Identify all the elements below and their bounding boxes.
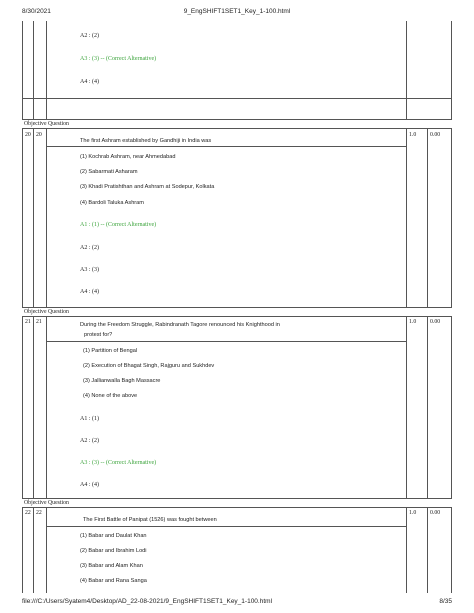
table-border xyxy=(451,21,452,119)
question-number: 21 xyxy=(36,319,42,325)
answer-option-correct: A3 : (3) -- (Correct Alternative) xyxy=(80,460,157,466)
serial-number: 20 xyxy=(25,132,31,138)
answer-option: A2 : (2) xyxy=(80,438,99,444)
table-border xyxy=(406,128,407,307)
question-type-label: Objective Question xyxy=(24,309,69,315)
question-option: (2) Babar and Ibrahim Lodi xyxy=(80,548,147,554)
question-option: (3) Khadi Pratishthan and Ashram at Sodepur, Kolkata xyxy=(80,184,215,190)
answer-option: A1 : (1) xyxy=(80,416,99,422)
question-option: (3) Jallianwalla Bagh Massacre xyxy=(83,378,161,384)
table-border xyxy=(22,128,452,129)
question-option: (4) Bardoli Taluka Ashram xyxy=(80,200,144,206)
table-border xyxy=(33,128,34,307)
table-border xyxy=(46,526,406,527)
table-border xyxy=(22,316,452,317)
file-path: file:///C:/Users/Syatem4/Desktop/AD_22-08-2021/9_EngSHIFT1SET1_Key_1-100.html xyxy=(22,598,273,605)
table-border xyxy=(22,507,23,593)
answer-option-correct: A3 : (3) -- (Correct Alternative) xyxy=(80,56,157,62)
answer-option: A2 : (2) xyxy=(80,245,99,251)
document-title: 9_EngSHIFT1SET1_Key_1-100.html xyxy=(183,8,291,15)
answer-option: A3 : (3) xyxy=(80,267,99,273)
question-option: (2) Execution of Bhagat Singh, Rajguru and Sukhdev xyxy=(83,363,215,369)
negative-marks: 0.00 xyxy=(430,132,441,138)
question-text: The First Battle of Panipat (1526) was fought between xyxy=(83,517,217,523)
table-border xyxy=(427,128,428,307)
answer-option: A4 : (4) xyxy=(80,289,99,295)
question-option: (1) Babar and Daulat Khan xyxy=(80,533,147,539)
answer-option: A4 : (4) xyxy=(80,482,99,488)
table-border xyxy=(427,507,428,593)
table-border xyxy=(22,498,452,499)
question-option: (1) Kochrab Ashram, near Ahmedabad xyxy=(80,154,176,160)
table-border xyxy=(46,128,47,307)
table-border xyxy=(46,316,47,498)
table-border xyxy=(22,307,452,308)
question-number: 22 xyxy=(36,510,42,516)
question-type-label: Objective Question xyxy=(24,121,69,127)
question-type-label: Objective Question xyxy=(24,500,69,506)
table-border xyxy=(427,316,428,498)
table-border xyxy=(22,316,23,498)
question-option: (4) None of the above xyxy=(83,393,138,399)
page-number: 8/35 xyxy=(439,598,452,605)
table-border xyxy=(22,98,452,99)
table-border xyxy=(46,507,47,593)
table-border xyxy=(33,507,34,593)
question-number: 20 xyxy=(36,132,42,138)
table-border xyxy=(406,21,407,119)
print-date: 8/30/2021 xyxy=(22,8,51,15)
serial-number: 22 xyxy=(25,510,31,516)
question-option: (3) Babar and Alam Khan xyxy=(80,563,143,569)
question-option: (2) Sabarmati Asharam xyxy=(80,169,138,175)
table-border xyxy=(451,128,452,307)
serial-number: 21 xyxy=(25,319,31,325)
answer-option: A2 : (2) xyxy=(80,33,99,39)
table-border xyxy=(451,316,452,498)
marks: 1.0 xyxy=(409,132,417,138)
table-border xyxy=(406,316,407,498)
table-border xyxy=(46,21,47,119)
table-border xyxy=(22,128,23,307)
question-text: protest for? xyxy=(84,332,113,338)
marks: 1.0 xyxy=(409,510,417,516)
table-border xyxy=(22,507,452,508)
answer-option-correct: A1 : (1) -- (Correct Alternative) xyxy=(80,222,157,228)
question-sheet xyxy=(22,21,452,593)
table-border xyxy=(33,21,34,119)
question-text: The first Ashram established by Gandhiji in India was xyxy=(80,138,212,144)
negative-marks: 0.00 xyxy=(430,319,441,325)
table-border xyxy=(22,21,23,119)
negative-marks: 0.00 xyxy=(430,510,441,516)
table-border xyxy=(406,507,407,593)
marks: 1.0 xyxy=(409,319,417,325)
answer-option: A4 : (4) xyxy=(80,79,99,85)
question-text: During the Freedom Struggle, Rabindranath Tagore renounced his Knighthood in xyxy=(80,322,280,328)
question-option: (1) Partition of Bengal xyxy=(83,348,138,354)
table-border xyxy=(33,316,34,498)
table-border xyxy=(451,507,452,593)
table-border xyxy=(46,146,406,147)
question-option: (4) Babar and Rana Sanga xyxy=(80,578,147,584)
table-border xyxy=(22,119,452,120)
table-border xyxy=(46,341,406,342)
